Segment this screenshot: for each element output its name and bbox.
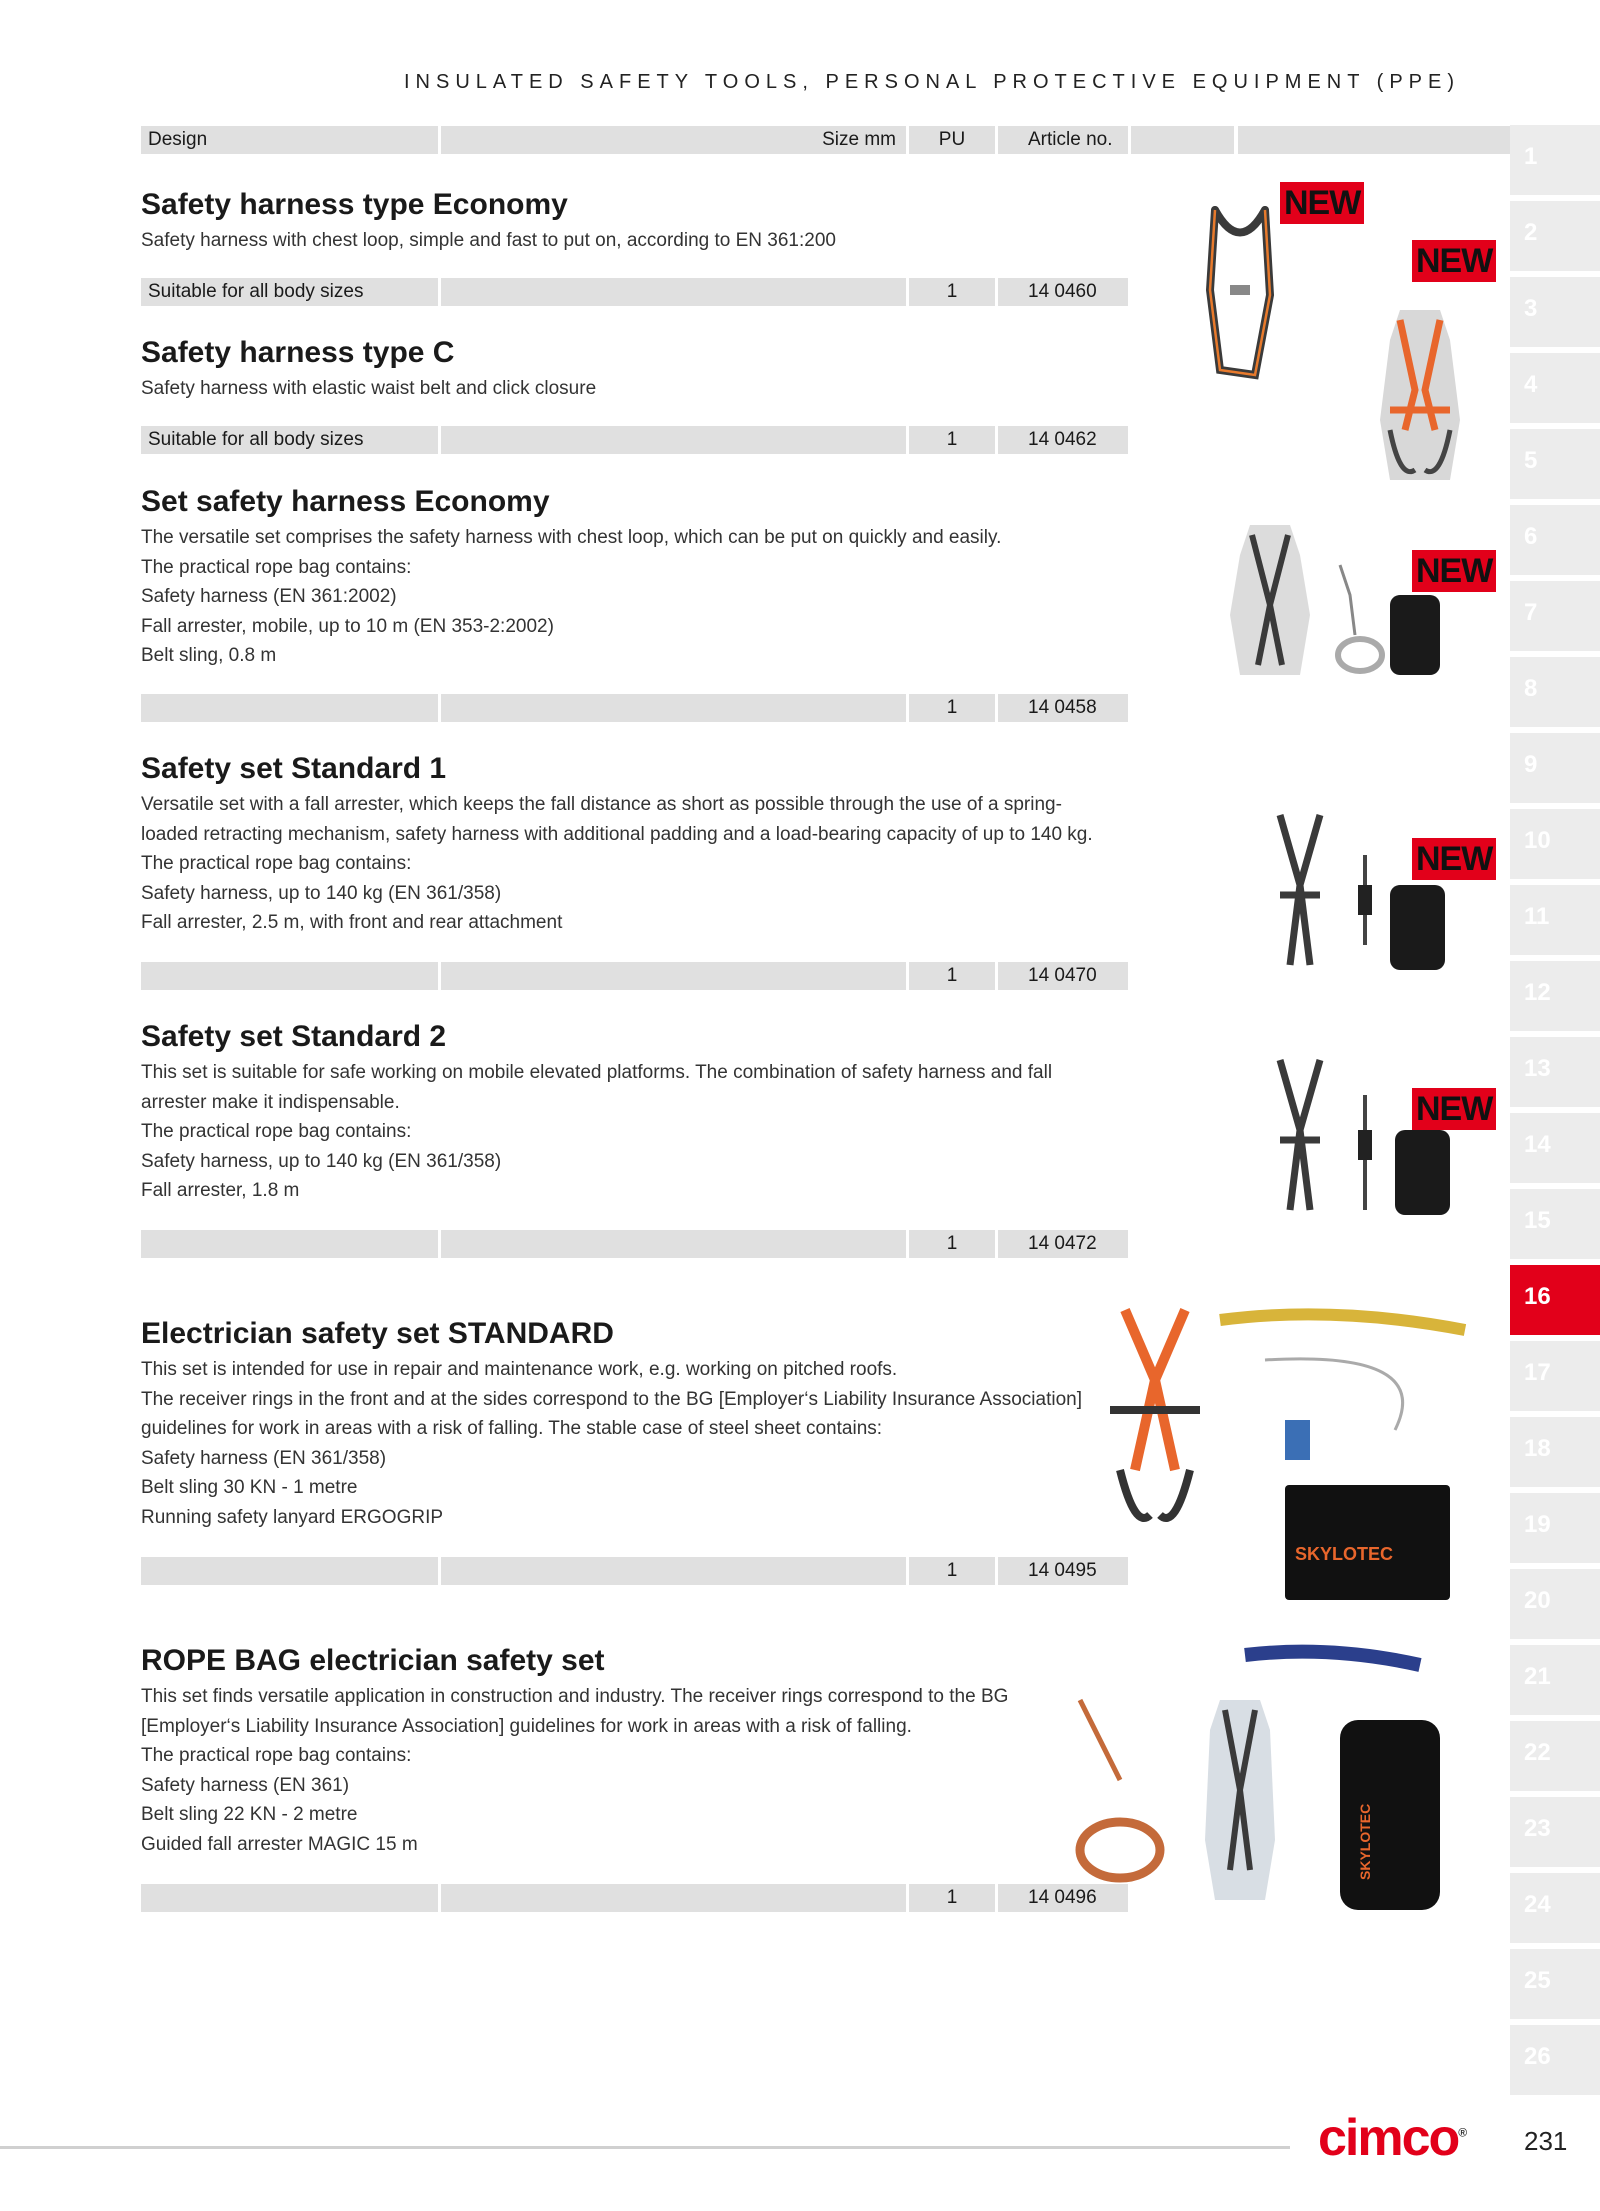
article-row (141, 694, 1241, 722)
new-badge: NEW (1412, 1088, 1496, 1130)
chapter-tab-20[interactable]: 20 (1510, 1569, 1600, 1639)
new-badge: NEW (1280, 182, 1364, 224)
rope-bag-set-image (1060, 1640, 1480, 1915)
section-title: Safety set Standard 1 (141, 752, 447, 785)
desc-line: This set finds versatile application in construction and industry. The receiver rings correspond to the BG (141, 1686, 1009, 1707)
chapter-tab-10[interactable]: 10 (1510, 809, 1600, 879)
section-description (141, 523, 1101, 671)
page-header-title: INSULATED SAFETY TOOLS, PERSONAL PROTECTIVE EQUIPMENT (PPE) (403, 71, 1460, 93)
section-description (141, 1682, 1101, 1859)
chapter-tab-17[interactable]: 17 (1510, 1341, 1600, 1411)
desc-line: The receiver rings in the front and at the sides correspond to the BG [Employer‘s Liability Insurance Association] (141, 1388, 1082, 1410)
row-size (441, 694, 906, 722)
row-article: 14 0470 (998, 962, 1128, 990)
row-article: 14 0496 (998, 1884, 1128, 1912)
section-description (141, 1355, 1101, 1532)
chapter-tab-14[interactable]: 14 (1510, 1113, 1600, 1183)
rope-bag-shape (1390, 885, 1445, 970)
desc-line: Safety harness (EN 361/358) (141, 1447, 387, 1469)
desc-line: Fall arrester, 1.8 m (141, 1180, 300, 1201)
row-article: 14 0472 (998, 1230, 1128, 1258)
row-design (141, 1884, 438, 1912)
steel-case-shape (1285, 1485, 1450, 1600)
article-row (141, 426, 1241, 454)
section-description (141, 226, 1101, 256)
lanyard-shape (1265, 1359, 1403, 1430)
rope-bag-shape (1390, 595, 1440, 675)
chapter-tab-9[interactable]: 9 (1510, 733, 1600, 803)
row-pu: 1 (909, 278, 995, 306)
desc-line: Belt sling 30 KN - 1 metre (141, 1477, 358, 1498)
set-standard2-image (1270, 1050, 1450, 1215)
section-title: ROPE BAG electrician safety set (141, 1644, 605, 1677)
row-size (441, 1557, 906, 1585)
row-design (141, 694, 438, 722)
desc-line: Belt sling 22 KN - 2 metre (141, 1804, 358, 1825)
section-title: Electrician safety set STANDARD (141, 1317, 614, 1350)
chapter-tab-11[interactable]: 11 (1510, 885, 1600, 955)
row-pu: 1 (909, 962, 995, 990)
chapter-tab-13[interactable]: 13 (1510, 1037, 1600, 1107)
desc-line: Fall arrester, mobile, up to 10 m (EN 353-2:2002) (141, 615, 554, 637)
rope-coil-shape (1338, 639, 1382, 671)
desc-line: The practical rope bag contains: (141, 1745, 412, 1766)
new-badge: NEW (1412, 838, 1496, 880)
article-row (141, 1230, 1241, 1258)
desc-line: Running safety lanyard ERGOGRIP (141, 1506, 444, 1528)
desc-line: loaded retracting mechanism, safety harness with additional padding and a load-bearing capacity of up to 140 kg. (141, 823, 1093, 845)
row-design (141, 962, 438, 990)
set-standard1-image (1270, 805, 1450, 970)
row-pu: 1 (909, 1884, 995, 1912)
section-title: Safety set Standard 2 (141, 1020, 447, 1053)
desc-line: Safety harness (EN 361) (141, 1774, 350, 1796)
rope-bag-shape (1340, 1720, 1440, 1910)
desc-line: The practical rope bag contains: (141, 556, 412, 578)
desc-line: Fall arrester, 2.5 m, with front and rear attachment (141, 912, 563, 933)
chapter-tab-1[interactable]: 1 (1510, 125, 1600, 195)
rope-bag-shape (1395, 1130, 1450, 1215)
chapter-tab-24[interactable]: 24 (1510, 1873, 1600, 1943)
header-blank-1 (1131, 126, 1234, 154)
article-row (141, 1557, 1241, 1585)
chapter-tab-7[interactable]: 7 (1510, 581, 1600, 651)
section-title: Safety harness type C (141, 336, 455, 369)
chapter-tab-4[interactable]: 4 (1510, 353, 1600, 423)
belt-sling-shape (1220, 1314, 1465, 1330)
row-pu: 1 (909, 426, 995, 454)
row-size (441, 962, 906, 990)
row-design (141, 1230, 438, 1258)
row-size (441, 1884, 906, 1912)
row-design (141, 1557, 438, 1585)
chapter-tab-18[interactable]: 18 (1510, 1417, 1600, 1487)
belt-sling-shape (1245, 1652, 1420, 1665)
desc-line: The versatile set comprises the safety harness with chest loop, which can be put on quickly and easily. (141, 527, 1002, 548)
row-pu: 1 (909, 1557, 995, 1585)
desc-line: This set is suitable for safe working on mobile elevated platforms. The combination of safety harness and fall (141, 1062, 1053, 1083)
header-article: Article no. (998, 126, 1128, 154)
chapter-tab-3[interactable]: 3 (1510, 277, 1600, 347)
case-brand-label: SKYLOTEC (1295, 1544, 1394, 1564)
desc-line: The practical rope bag contains: (141, 853, 412, 874)
desc-line: Safety harness, up to 140 kg (EN 361/358) (141, 1150, 502, 1172)
desc-line: arrester make it indispensable. (141, 1091, 400, 1113)
cimco-logo: cimco® (1318, 2109, 1466, 2167)
section-title: Set safety harness Economy (141, 485, 550, 518)
page-number: 231 (1524, 2126, 1568, 2156)
desc-line: This set is intended for use in repair and maintenance work, e.g. working on pitched roofs. (141, 1359, 898, 1380)
chapter-tab-16[interactable]: 16 (1510, 1265, 1600, 1335)
harness-type-c-image (1360, 300, 1480, 490)
header-size: Size mm (441, 126, 906, 154)
row-article: 14 0460 (998, 278, 1128, 306)
chapter-tab-6[interactable]: 6 (1510, 505, 1600, 575)
chapter-tab-23[interactable]: 23 (1510, 1797, 1600, 1867)
row-size (441, 426, 906, 454)
desc-line: Safety harness with elastic waist belt and click closure (141, 378, 597, 399)
section-description (141, 374, 1101, 404)
desc-line: Belt sling, 0.8 m (141, 645, 277, 666)
row-pu: 1 (909, 1230, 995, 1258)
desc-line: Safety harness, up to 140 kg (EN 361/358) (141, 882, 502, 904)
chapter-tab-19[interactable]: 19 (1510, 1493, 1600, 1563)
chapter-tab-21[interactable]: 21 (1510, 1645, 1600, 1715)
header-design: Design (141, 126, 438, 154)
row-article: 14 0462 (998, 426, 1128, 454)
chapter-tab-22[interactable]: 22 (1510, 1721, 1600, 1791)
chapter-tab-26[interactable]: 26 (1510, 2025, 1600, 2095)
header-pu: PU (909, 126, 995, 154)
row-design: Suitable for all body sizes (141, 278, 438, 306)
row-article: 14 0458 (998, 694, 1128, 722)
table-header-row (141, 126, 1600, 154)
row-article: 14 0495 (998, 1557, 1128, 1585)
new-badge: NEW (1412, 550, 1496, 592)
desc-line: [Employer‘s Liability Insurance Association] guidelines for work in areas with a risk of falling. (141, 1715, 912, 1737)
section-description (141, 790, 1101, 938)
new-badge: NEW (1412, 240, 1496, 282)
set-economy-image (1230, 515, 1470, 685)
desc-line: Safety harness with chest loop, simple and fast to put on, according to EN 361:200 (141, 230, 836, 251)
desc-line: Safety harness (EN 361:2002) (141, 586, 397, 607)
mannequin-shape (1380, 310, 1460, 480)
article-row (141, 278, 1241, 306)
desc-line: Guided fall arrester MAGIC 15 m (141, 1833, 418, 1855)
row-size (441, 278, 906, 306)
electrician-set-standard-image (1095, 1300, 1480, 1610)
bag-brand-label: SKYLOTEC (1357, 1803, 1373, 1880)
chapter-tab-12[interactable]: 12 (1510, 961, 1600, 1031)
section-title: Safety harness type Economy (141, 188, 568, 221)
row-size (441, 1230, 906, 1258)
chapter-tab-5[interactable]: 5 (1510, 429, 1600, 499)
chapter-tab-2[interactable]: 2 (1510, 201, 1600, 271)
footer-divider (0, 2146, 1290, 2149)
chapter-tab-8[interactable]: 8 (1510, 657, 1600, 727)
desc-line: guidelines for work in areas with a risk of falling. The stable case of steel sheet contains: (141, 1418, 883, 1439)
article-row (141, 962, 1241, 990)
row-design: Suitable for all body sizes (141, 426, 438, 454)
buckle-shape (1230, 285, 1250, 295)
harness-economy-image (1195, 195, 1285, 385)
chapter-tab-25[interactable]: 25 (1510, 1949, 1600, 2019)
desc-line: Versatile set with a fall arrester, which keeps the fall distance as short as possible through the use of a spring- (141, 794, 1062, 815)
row-pu: 1 (909, 694, 995, 722)
chapter-tab-15[interactable]: 15 (1510, 1189, 1600, 1259)
section-description (141, 1058, 1101, 1206)
desc-line: The practical rope bag contains: (141, 1121, 412, 1142)
rope-coil-shape (1080, 1822, 1160, 1878)
